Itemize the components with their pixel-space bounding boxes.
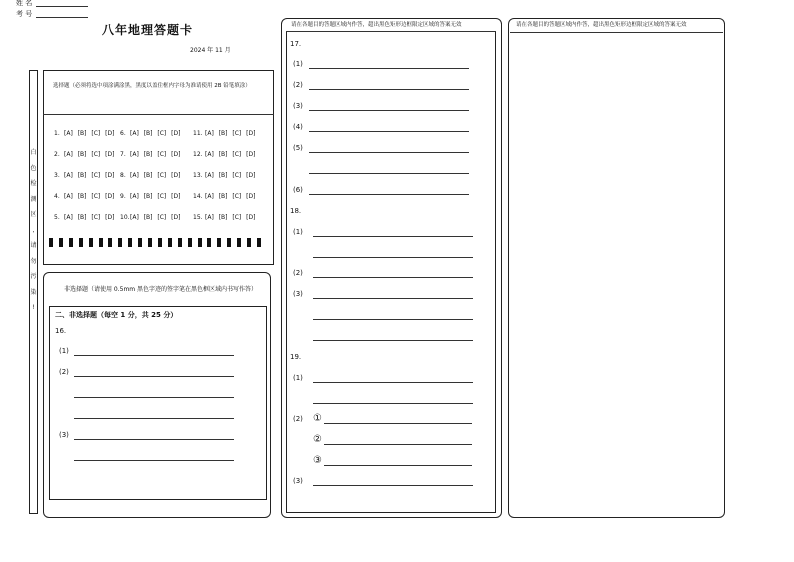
choice-q14-options[interactable]: [A] [B] [C] [D]	[205, 193, 256, 200]
q16-sub1-line[interactable]	[74, 355, 234, 356]
choice-q15-options[interactable]: [A] [B] [C] [D]	[205, 214, 256, 221]
timing-mark	[79, 238, 83, 247]
choice-q5-options[interactable]: [A] [B] [C] [D]	[64, 214, 115, 221]
q18-sub1-label: (1)	[293, 228, 303, 236]
answer-panel-3	[508, 18, 725, 518]
q18-sub2-label: (2)	[293, 269, 303, 277]
choice-q9-options[interactable]: [A] [B] [C] [D]	[130, 193, 181, 200]
panel3-header-rule	[510, 32, 723, 33]
strip-char: 测	[30, 195, 37, 203]
timing-mark	[89, 238, 93, 247]
q18-sub3-line2[interactable]	[313, 319, 473, 320]
choice-q8-number: 8.	[120, 172, 126, 179]
choice-q15-number: 15.	[193, 214, 203, 221]
q16-sub2-line2[interactable]	[74, 397, 234, 398]
timing-mark	[217, 238, 221, 247]
q16-label: 16.	[55, 327, 67, 335]
q19-sub1-line2[interactable]	[313, 403, 473, 404]
choice-q6-options[interactable]: [A] [B] [C] [D]	[130, 130, 181, 137]
q17-sub1-label: (1)	[293, 60, 303, 68]
q17-sub1-line[interactable]	[309, 68, 469, 69]
panel3-header: 请在各题目的答题区域内作答，超出黑色矩形边框限定区域的答案无效	[516, 22, 687, 28]
choice-q4-options[interactable]: [A] [B] [C] [D]	[64, 193, 115, 200]
q18-sub2-line[interactable]	[313, 277, 473, 278]
exam-date: 2024 年 11 月	[190, 47, 231, 54]
choice-q12-number: 12.	[193, 151, 203, 158]
timing-mark	[59, 238, 63, 247]
name-label: 姓 名	[16, 0, 33, 7]
timing-mark	[227, 238, 231, 247]
q17-sub2-line[interactable]	[309, 89, 469, 90]
q19-circle1-line[interactable]	[324, 423, 472, 424]
q16-sub3-label: (3)	[59, 431, 69, 439]
q18-label: 18.	[290, 207, 302, 215]
id-label: 考 号	[16, 10, 33, 18]
q19-label: 19.	[290, 353, 302, 361]
timing-mark	[128, 238, 132, 247]
q18-sub1-line[interactable]	[313, 236, 473, 237]
choice-q7-options[interactable]: [A] [B] [C] [D]	[130, 151, 181, 158]
strip-char: 染	[30, 288, 37, 296]
choice-section	[43, 70, 274, 265]
choice-q1-options[interactable]: [A] [B] [C] [D]	[64, 130, 115, 137]
choice-q13-options[interactable]: [A] [B] [C] [D]	[205, 172, 256, 179]
timing-mark	[158, 238, 162, 247]
q16-sub2-line[interactable]	[74, 376, 234, 377]
timing-mark	[237, 238, 241, 247]
choice-q7-number: 7.	[120, 151, 126, 158]
q19-sub1-label: (1)	[293, 374, 303, 382]
timing-mark	[178, 238, 182, 247]
choice-q2-options[interactable]: [A] [B] [C] [D]	[64, 151, 115, 158]
choice-q6-number: 6.	[120, 130, 126, 137]
q17-sub5-line2[interactable]	[309, 173, 469, 174]
q18-sub3-line3[interactable]	[313, 340, 473, 341]
choice-q9-number: 9.	[120, 193, 126, 200]
strip-char: 请	[30, 242, 37, 249]
q17-sub6-label: (6)	[293, 186, 303, 194]
q16-sub3-line[interactable]	[74, 439, 234, 440]
q18-sub1-line2[interactable]	[313, 257, 473, 258]
name-field[interactable]	[36, 6, 88, 7]
strip-char: 白	[30, 149, 37, 156]
timing-mark	[49, 238, 53, 247]
q17-label: 17.	[290, 40, 302, 48]
page-title: 八年地理答题卡	[102, 23, 194, 37]
q17-sub2-label: (2)	[293, 81, 303, 89]
choice-divider	[43, 114, 274, 115]
q19-sub3-line[interactable]	[313, 485, 473, 486]
timing-mark	[207, 238, 211, 247]
nonchoice-answer-box	[49, 306, 267, 500]
choice-q8-options[interactable]: [A] [B] [C] [D]	[130, 172, 181, 179]
q19-sub3-label: (3)	[293, 477, 303, 485]
timing-mark	[168, 238, 172, 247]
q18-sub3-label: (3)	[293, 290, 303, 298]
q17-sub3-line[interactable]	[309, 110, 469, 111]
strip-char: 区	[30, 211, 37, 218]
q16-sub2-label: (2)	[59, 368, 69, 376]
timing-mark	[247, 238, 251, 247]
timing-mark	[198, 238, 202, 247]
choice-q3-options[interactable]: [A] [B] [C] [D]	[64, 172, 115, 179]
q17-sub4-line[interactable]	[309, 131, 469, 132]
choice-q11-number: 11.	[193, 130, 203, 137]
q19-circle3: ③	[313, 455, 322, 466]
q17-sub5-line[interactable]	[309, 152, 469, 153]
timing-mark	[118, 238, 122, 247]
choice-q14-number: 14.	[193, 193, 203, 200]
timing-mark	[108, 238, 112, 247]
strip-char: ,	[32, 226, 35, 234]
q16-sub3-line2[interactable]	[74, 460, 234, 461]
q19-sub2-label: (2)	[293, 415, 303, 423]
timing-mark	[138, 238, 142, 247]
choice-q12-options[interactable]: [A] [B] [C] [D]	[205, 151, 256, 158]
choice-q4-number: 4.	[54, 193, 60, 200]
q19-circle2-line[interactable]	[324, 444, 472, 445]
choice-q10-options[interactable]: [A] [B] [C] [D]	[130, 214, 181, 221]
q17-sub4-label: (4)	[293, 123, 303, 131]
q17-sub5-label: (5)	[293, 144, 303, 152]
strip-char: 检	[30, 180, 37, 187]
choice-q3-number: 3.	[54, 172, 60, 179]
q18-sub3-line[interactable]	[313, 298, 473, 299]
choice-q1-number: 1.	[54, 130, 60, 137]
choice-q10-number: 10.	[120, 214, 130, 221]
strip-char: !	[32, 304, 35, 311]
q17-sub3-label: (3)	[293, 102, 303, 110]
timing-mark	[188, 238, 192, 247]
choice-q11-options[interactable]: [A] [B] [C] [D]	[205, 130, 256, 137]
id-field[interactable]	[36, 17, 88, 18]
choice-header: 选择题（必须将选中项涂满涂黑，黑度以盖住框内字母为准请使用 2B 铅笔填涂）	[53, 83, 251, 89]
choice-q5-number: 5.	[54, 214, 60, 221]
q19-sub1-line[interactable]	[313, 382, 473, 383]
q19-circle2: ②	[313, 434, 322, 445]
choice-q13-number: 13.	[193, 172, 203, 179]
strip-char: 勿	[30, 257, 37, 265]
strip-char: 污	[30, 273, 37, 280]
panel2-header: 请在各题目的答题区域内作答，超出黑色矩形边框限定区域的答案无效	[291, 22, 462, 28]
q17-sub6-line[interactable]	[309, 194, 469, 195]
strip-char: 色	[30, 164, 37, 172]
timing-mark	[69, 238, 73, 247]
nonchoice-header: 非选择题（请使用 0.5mm 黑色字迹的签字笔在黑色框区域内书写作答）	[64, 286, 258, 293]
timing-mark	[148, 238, 152, 247]
q16-sub2-line3[interactable]	[74, 418, 234, 419]
timing-mark	[99, 238, 103, 247]
q19-circle3-line[interactable]	[324, 465, 472, 466]
q19-circle1: ①	[313, 413, 322, 424]
timing-mark	[257, 238, 261, 247]
choice-q2-number: 2.	[54, 151, 60, 158]
q16-sub1-label: (1)	[59, 347, 69, 355]
section-title: 二、非选择题（每空 1 分，共 25 分）	[55, 311, 178, 319]
